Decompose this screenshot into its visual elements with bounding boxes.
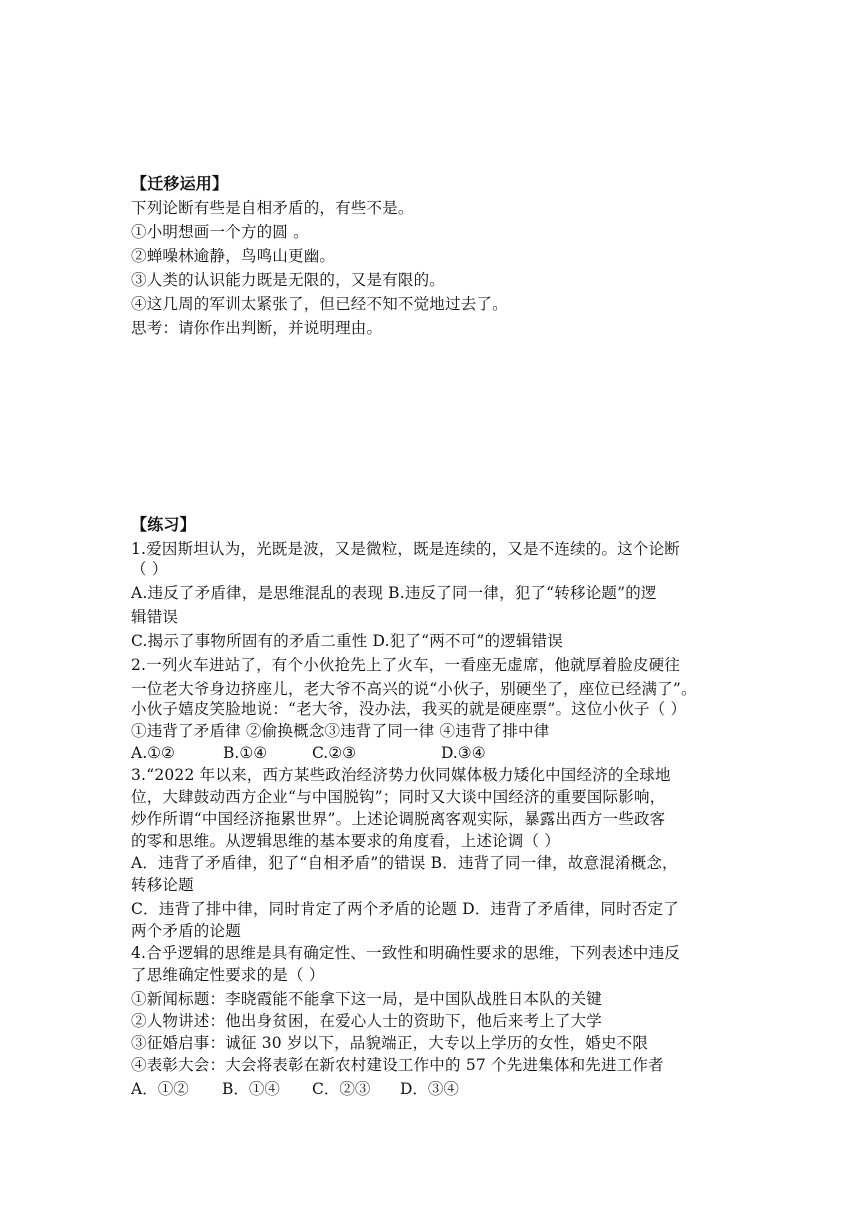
question-4-option-d: D．③④ bbox=[400, 1080, 459, 1098]
question-4-option-c: C．②③ bbox=[312, 1080, 371, 1098]
question-2-option-a: A.①② bbox=[131, 744, 175, 762]
list-item: ③征婚启事：诚征 30 岁以下，品貌端正，大专以上学历的女性，婚史不限 bbox=[131, 1034, 649, 1052]
question-4-text-cont: 了思维确定性要求的是（ ） bbox=[131, 966, 325, 984]
question-3-text-cont: 炒作所谓“中国经济拖累世界”。上述论调脱离客观实际，暴露出西方一些政客 bbox=[131, 810, 666, 828]
section-heading-practice: 【练习】 bbox=[131, 515, 196, 534]
question-4-option-b: B．①④ bbox=[222, 1080, 280, 1098]
question-4-option-a: A．①② bbox=[131, 1080, 189, 1098]
question-3-text-cont: 位，大肆鼓动西方企业“与中国脱钩”；同时又大谈中国经济的重要国际影响， bbox=[131, 788, 666, 806]
question-3-options-cont: 两个矛盾的论题 bbox=[131, 922, 241, 940]
question-2-option-c: C.②③ bbox=[312, 744, 357, 762]
section-heading-transfer: 【迁移运用】 bbox=[131, 174, 229, 193]
question-2-option-d: D.③④ bbox=[441, 744, 486, 762]
question-2-statements: ①违背了矛盾律 ②偷换概念③违背了同一律 ④违背了排中律 bbox=[131, 722, 550, 740]
question-2-text-cont: 小伙子嬉皮笑脸地说：“老大爷，没办法，我买的就是硬座票”。这位小伙子（ ） bbox=[131, 700, 687, 718]
think-prompt: 思考：请你作出判断，并说明理由。 bbox=[131, 319, 383, 337]
question-2-option-b: B.①④ bbox=[223, 744, 268, 762]
question-1-text: 1.爱因斯坦认为，光既是波，又是微粒，既是连续的，又是不连续的。这个论断 bbox=[131, 540, 680, 558]
list-item: ④表彰大会：大会将表彰在新农村建设工作中的 57 个先进集体和先进工作者 bbox=[131, 1056, 664, 1074]
list-item: ③人类的认识能力既是无限的，又是有限的。 bbox=[131, 271, 446, 289]
question-2-text-cont: 一位老大爷身边挤座儿，老大爷不高兴的说“小伙子，别硬坐了，座位已经满了”。 bbox=[131, 680, 697, 698]
question-1-options-cd: C.揭示了事物所固有的矛盾二重性 D.犯了“两不可”的逻辑错误 bbox=[131, 632, 564, 650]
list-item: ①小明想画一个方的圆 。 bbox=[131, 223, 309, 241]
question-3-text-cont: 的零和思维。从逻辑思维的基本要求的角度看，上述论调（ ） bbox=[131, 832, 561, 850]
list-item: ①新闻标题：李晓霞能不能拿下这一局，是中国队战胜日本队的关键 bbox=[131, 990, 603, 1008]
question-2-text: 2.一列火车进站了，有个小伙抢先上了火车，一看座无虚席，他就厚着脸皮硬往 bbox=[131, 656, 680, 674]
list-item: ②蝉噪林逾静，鸟鸣山更幽。 bbox=[131, 247, 336, 265]
question-1-options-cont: 辑错误 bbox=[131, 608, 179, 626]
question-1-options: A.违反了矛盾律，是思维混乱的表现 B.违反了同一律，犯了“转移论题”的逻 bbox=[131, 584, 657, 602]
question-3-text: 3.“2022 年以来，西方某些政治经济势力伙同媒体极力矮化中国经济的全球地 bbox=[131, 766, 671, 784]
question-3-options: A．违背了矛盾律，犯了“自相矛盾”的错误 B．违背了同一律，故意混淆概念， bbox=[131, 854, 678, 872]
question-3-options-cd: C．违背了排中律，同时肯定了两个矛盾的论题 D．违背了矛盾律，同时否定了 bbox=[131, 900, 679, 918]
list-item: ②人物讲述：他出身贫困，在爱心人士的资助下，他后来考上了大学 bbox=[131, 1012, 603, 1030]
list-item: ④这几周的军训太紧张了，但已经不知不觉地过去了。 bbox=[131, 295, 508, 313]
question-1-blank: （ ） bbox=[131, 560, 168, 578]
question-4-text: 4.合乎逻辑的思维是具有确定性、一致性和明确性要求的思维，下列表述中违反 bbox=[131, 944, 680, 962]
section-intro: 下列论断有些是自相矛盾的，有些不是。 bbox=[131, 199, 414, 217]
question-3-options-cont: 转移论题 bbox=[131, 876, 194, 894]
